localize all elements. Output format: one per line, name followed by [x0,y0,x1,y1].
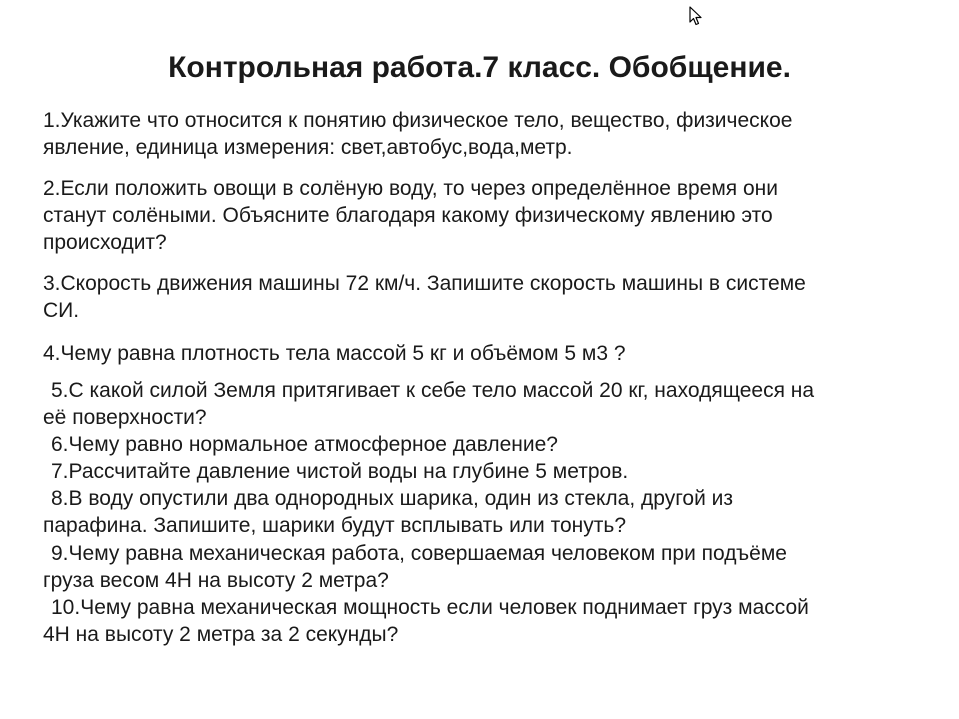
question-line: происходит? [43,231,167,254]
question-line: явление, единица измерения: свет,автобус,вода,метр. [43,136,573,159]
question-line: груза весом 4Н на высоту 2 метра? [43,569,389,592]
question-line: 9.Чему равна механическая работа, совершаемая человеком при подъёме [51,542,787,565]
question-3 [43,270,943,324]
question-line: 5.С какой силой Земля притягивает к себе тело массой 20 кг, находящееся на [51,379,815,402]
question-line: 8.В воду опустили два однородных шарика, один из стекла, другой из [51,487,734,510]
question-5 [43,377,943,431]
question-9 [43,540,943,594]
page-title: Контрольная работа.7 класс. Обобщение. [168,51,791,84]
question-line: парафина. Запишите, шарики будут всплывать или тонуть? [43,514,627,537]
question-line: 7.Рассчитайте давление чистой воды на глубине 5 метров. [51,460,629,483]
question-4 [43,340,943,367]
question-line: 2.Если положить овощи в солёную воду, то через определённое время они [43,177,778,200]
question-line: 4.Чему равна плотность тела массой 5 кг и объёмом 5 м3 ? [43,342,626,365]
question-line: станут солёными. Объясните благодаря какому физическому явлению это [43,204,773,227]
question-6 [43,431,943,458]
question-line: 10.Чему равна механическая мощность если человек поднимает груз массой [51,596,809,619]
question-line: её поверхности? [43,406,207,429]
question-line: 4Н на высоту 2 метра за 2 секунды? [43,623,399,646]
question-10 [43,594,943,648]
question-line: 1.Укажите что относится к понятию физическое тело, вещество, физическое [43,109,793,132]
question-line: СИ. [43,299,80,322]
question-7 [43,458,943,485]
mouse-pointer-icon [689,6,703,26]
question-8 [43,485,943,539]
question-line: 6.Чему равно нормальное атмосферное давление? [51,433,558,456]
question-line: 3.Скорость движения машины 72 км/ч. Запишите скорость машины в системе [43,272,806,295]
question-2 [43,175,943,256]
question-1 [43,107,943,161]
